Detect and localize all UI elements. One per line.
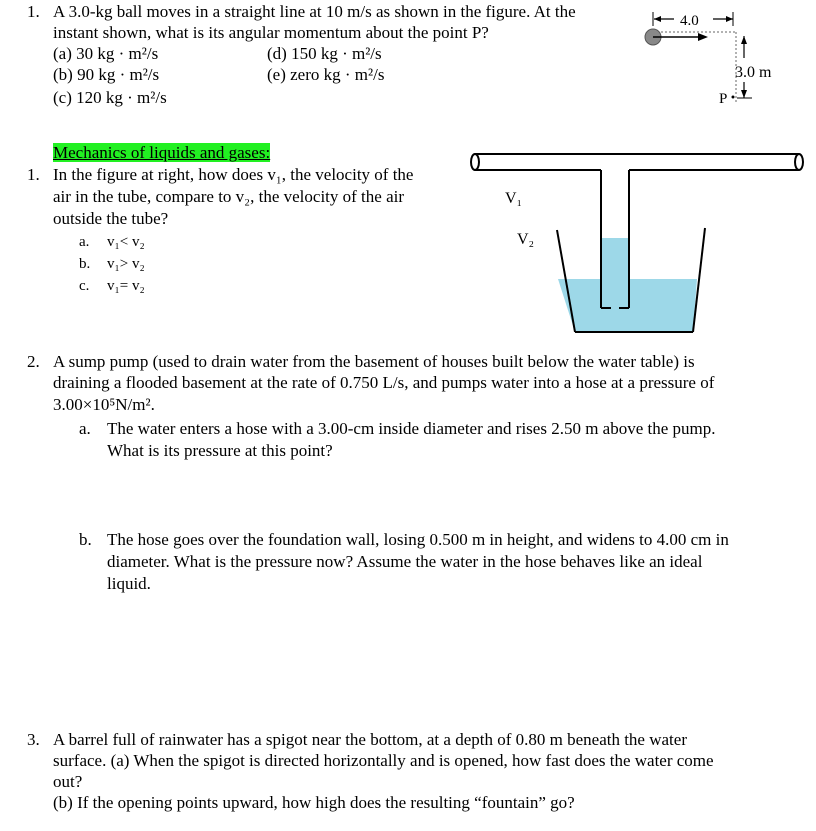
angular-momentum-figure [636,6,786,106]
question-number: 2. [27,352,40,371]
question-number: 1. [27,165,40,184]
question-text-line: A barrel full of rainwater has a spigot near the bottom, at a depth of 0.80 m beneath the water [53,730,687,749]
choice-a: (a) 30 kg · m²/s [53,44,159,63]
question-number: 1. [27,2,40,21]
question-text-line: A 3.0-kg ball moves in a straight line at 10 m/s as shown in the figure. At the [53,2,576,21]
question-number: 3. [27,730,40,749]
option-letter: c. [79,278,90,294]
option-text: v₁> v₂ [107,256,145,272]
subpart-letter: b. [79,530,92,549]
choice-e: (e) zero kg · m²/s [267,65,385,84]
height-label: 3.0 m [735,64,772,81]
question-text-line: outside the tube? [53,209,169,228]
v1-label: V₁ [505,190,523,207]
subpart-text-line: liquid. [107,574,151,593]
question-text-line: out? [53,772,83,791]
subpart-text-line: The hose goes over the foundation wall, losing 0.500 m in height, and widens to 4.00 cm in [107,530,729,549]
v2-label: V₂ [517,231,535,248]
choice-d: (d) 150 kg · m²/s [267,44,382,63]
subpart-text-line: diameter. What is the pressure now? Assume the water in the hose behaves like an ideal [107,552,703,571]
section-heading: Mechanics of liquids and gases: [53,143,271,162]
choice-c: (c) 120 kg · m²/s [53,88,167,107]
subpart-letter: a. [79,419,91,438]
question-text-line: instant shown, what is its angular momentum about the point P? [53,23,489,42]
question-text-line: surface. (a) When the spigot is directed horizontally and is opened, how fast does the water come [53,751,714,770]
question-text-line: 3.00×10⁵N/m². [53,395,155,414]
option-letter: b. [79,256,91,272]
question-text-line: In the figure at right, how does v₁, the velocity of the [53,165,414,184]
width-label: 4.0 [680,13,699,29]
subpart-text-line: What is its pressure at this point? [107,441,333,460]
question-text-line: draining a flooded basement at the rate of 0.750 L/s, and pumps water into a hose at a pressure of [53,373,715,392]
subpart-text-line: The water enters a hose with a 3.00-cm inside diameter and rises 2.50 m above the pump. [107,419,716,438]
question-text-line: air in the tube, compare to v₂, the velocity of the air [53,187,404,206]
tube-figure [465,148,810,338]
choice-b: (b) 90 kg · m²/s [53,65,160,84]
point-p-label: P [719,91,728,106]
question-text-line: A sump pump (used to drain water from the basement of houses built below the water table) is [53,352,695,371]
option-letter: a. [79,234,90,250]
question-text-line: (b) If the opening points upward, how high does the resulting “fountain” go? [53,793,575,812]
option-text: v₁< v₂ [107,234,145,250]
option-text: v₁= v₂ [107,278,145,294]
